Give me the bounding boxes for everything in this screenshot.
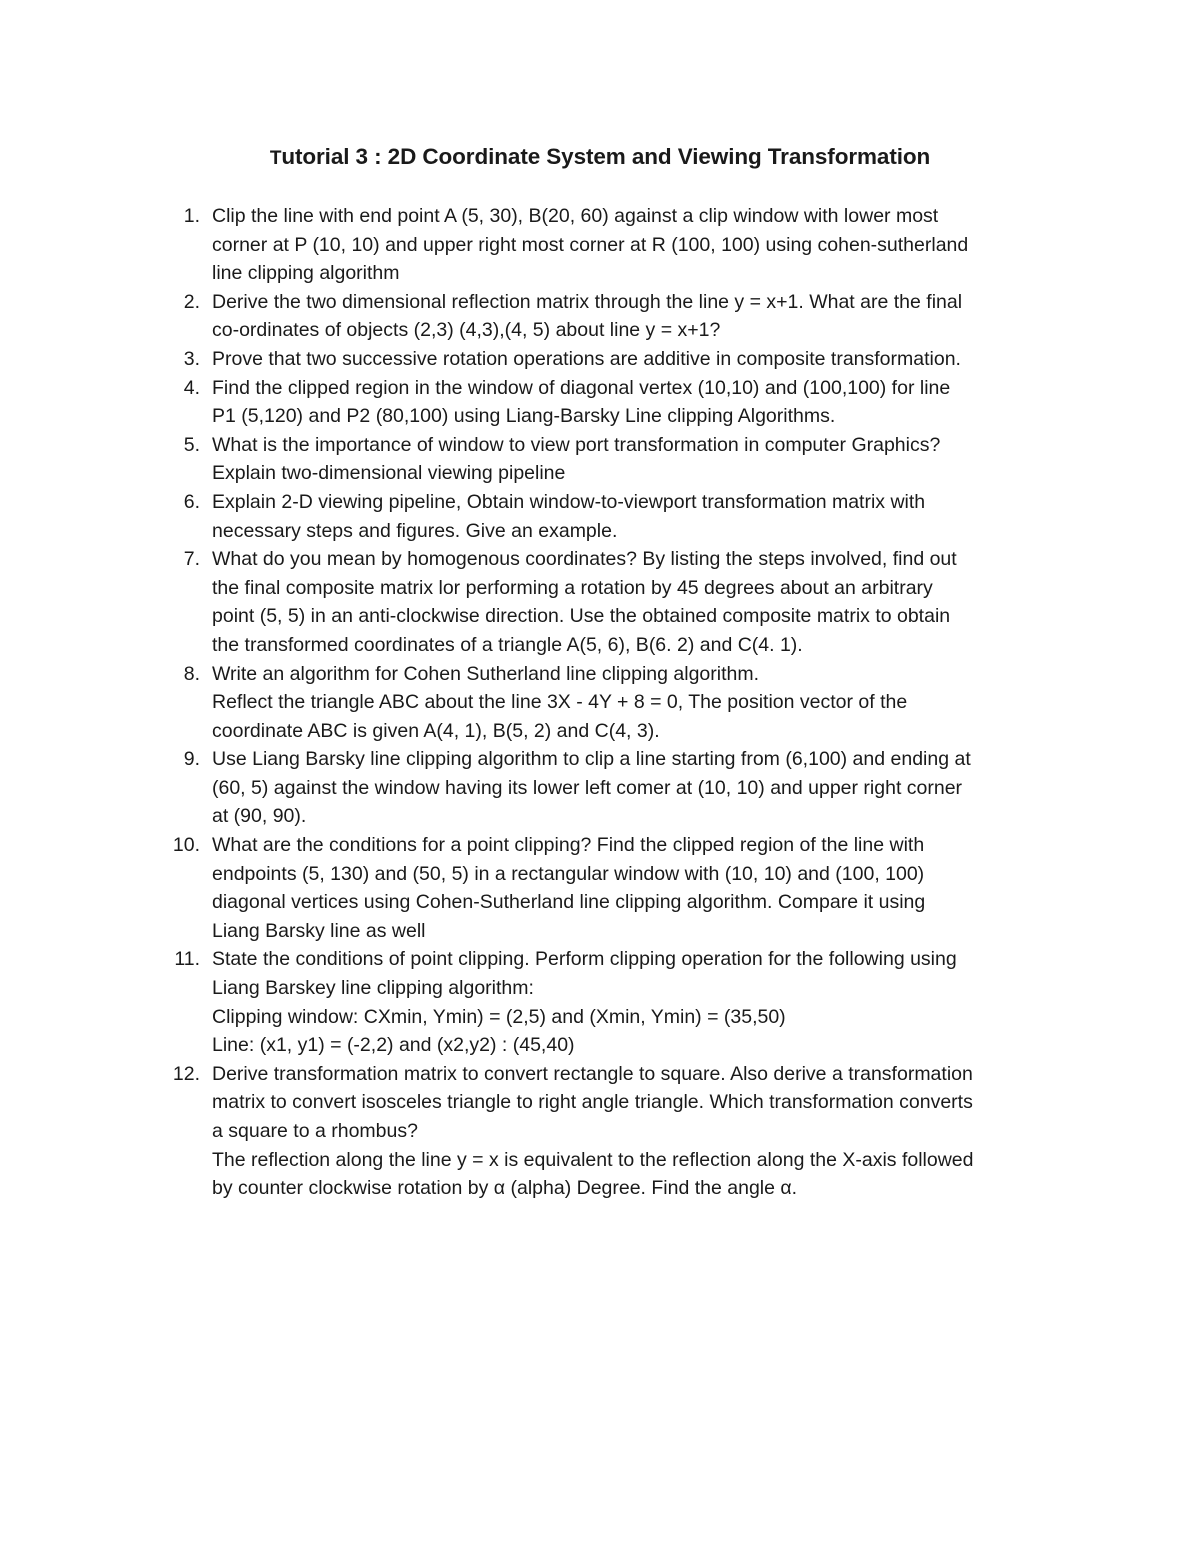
question-text — [212, 345, 1172, 374]
question-text — [212, 660, 1172, 746]
question-number: 11. — [174, 948, 200, 971]
question-number: 7. — [183, 548, 200, 571]
question-list — [0, 202, 1200, 1203]
question-line: Prove that two successive rotation operations are additive in composite transformation. — [212, 347, 961, 370]
question-number: 2. — [183, 290, 200, 313]
question-line: Find the clipped region in the window of diagonal vertex (10,10) and (100,100) for line — [212, 376, 951, 399]
question-line: Liang Barskey line clipping algorithm: — [212, 977, 534, 1000]
question-text — [212, 831, 1172, 945]
question-line: the final composite matrix lor performing a rotation by 45 degrees about an arbitrary — [212, 576, 933, 599]
question-item — [0, 202, 1200, 288]
title-first-letter: T — [269, 148, 282, 169]
question-text — [212, 202, 1172, 288]
question-item — [0, 545, 1200, 659]
question-item — [0, 831, 1200, 945]
question-number: 4. — [183, 376, 200, 399]
question-line: Clipping window: CXmin, Ymin) = (2,5) and (Xmin, Ymin) = (35,50) — [212, 1005, 786, 1028]
question-item — [0, 431, 1200, 488]
question-line: Line: (x1, y1) = (-2,2) and (x2,y2) : (45,40) — [212, 1034, 575, 1057]
question-line: co-ordinates of objects (2,3) (4,3),(4, 5) about line y = x+1? — [212, 319, 721, 342]
question-line: matrix to convert isosceles triangle to right angle triangle. Which transformation converts — [212, 1091, 973, 1114]
question-item — [0, 345, 1200, 374]
question-line: Derive transformation matrix to convert rectangle to square. Also derive a transformation — [212, 1062, 973, 1085]
question-item — [0, 488, 1200, 545]
question-line: corner at P (10, 10) and upper right most corner at R (100, 100) using cohen-sutherland — [212, 233, 969, 256]
question-text — [212, 374, 1172, 431]
question-number: 6. — [183, 490, 200, 513]
question-line: necessary steps and figures. Give an example. — [212, 519, 618, 542]
question-number: 9. — [183, 748, 200, 771]
question-line: by counter clockwise rotation by α (alpha) Degree. Find the angle α. — [212, 1177, 798, 1200]
question-line: coordinate ABC is given A(4, 1), B(5, 2) and C(4, 3). — [212, 719, 660, 742]
question-number: 1. — [183, 205, 200, 227]
question-item — [0, 1060, 1200, 1203]
question-text — [212, 288, 1172, 345]
question-item — [0, 945, 1200, 1059]
question-line: Write an algorithm for Cohen Sutherland line clipping algorithm. — [212, 662, 760, 685]
question-line: endpoints (5, 130) and (50, 5) in a rectangular window with (10, 10) and (100, 100) — [212, 862, 925, 885]
question-line: The reflection along the line y = x is equivalent to the reflection along the X-axis followed — [212, 1148, 974, 1171]
question-line: Liang Barsky line as well — [212, 919, 426, 942]
question-line: Reflect the triangle ABC about the line 3X - 4Y + 8 = 0, The position vector of the — [212, 691, 908, 714]
question-number: 12. — [172, 1062, 200, 1085]
page-title — [0, 141, 1200, 175]
question-line: Explain 2-D viewing pipeline, Obtain window-to-viewport transformation matrix with — [212, 490, 926, 513]
question-text — [212, 945, 1172, 1059]
question-line: (60, 5) against the window having its lower left comer at (10, 10) and upper right corner — [212, 776, 963, 799]
question-item — [0, 745, 1200, 831]
question-line: at (90, 90). — [212, 805, 307, 828]
question-line: Derive the two dimensional reflection matrix through the line y = x+1. What are the final — [212, 290, 963, 313]
question-number: 10. — [172, 834, 200, 857]
question-number: 8. — [183, 662, 200, 685]
question-text — [212, 488, 1172, 545]
question-line: What do you mean by homogenous coordinates? By listing the steps involved, find out — [212, 548, 957, 571]
question-line: What is the importance of window to view port transformation in computer Graphics? — [212, 433, 941, 456]
question-text — [212, 545, 1172, 659]
question-item — [0, 288, 1200, 345]
question-line: the transformed coordinates of a triangle A(5, 6), B(6. 2) and C(4. 1). — [212, 633, 803, 656]
question-line: point (5, 5) in an anti-clockwise direction. Use the obtained composite matrix to obtain — [212, 605, 951, 628]
title-text: utorial 3 : 2D Coordinate System and Viewing Transformation — [281, 144, 931, 169]
question-line: diagonal vertices using Cohen-Sutherland line clipping algorithm. Compare it using — [212, 891, 926, 914]
question-line: a square to a rhombus? — [212, 1120, 418, 1142]
question-line: Clip the line with end point A (5, 30), B(20, 60) against a clip window with lower most — [212, 205, 939, 227]
question-text — [212, 1060, 1172, 1203]
question-text — [212, 431, 1172, 488]
question-item — [0, 660, 1200, 746]
question-line: State the conditions of point clipping. Perform clipping operation for the following using — [212, 948, 957, 971]
question-line: What are the conditions for a point clipping? Find the clipped region of the line with — [212, 834, 925, 857]
question-text — [212, 745, 1172, 831]
question-line: P1 (5,120) and P2 (80,100) using Liang-Barsky Line clipping Algorithms. — [212, 405, 836, 428]
question-line: Explain two-dimensional viewing pipeline — [212, 462, 566, 485]
question-item — [0, 374, 1200, 431]
question-line: Use Liang Barsky line clipping algorithm to clip a line starting from (6,100) and ending at — [212, 748, 971, 771]
question-number: 5. — [183, 433, 200, 456]
question-line: line clipping algorithm — [212, 262, 400, 285]
question-number: 3. — [183, 347, 200, 370]
